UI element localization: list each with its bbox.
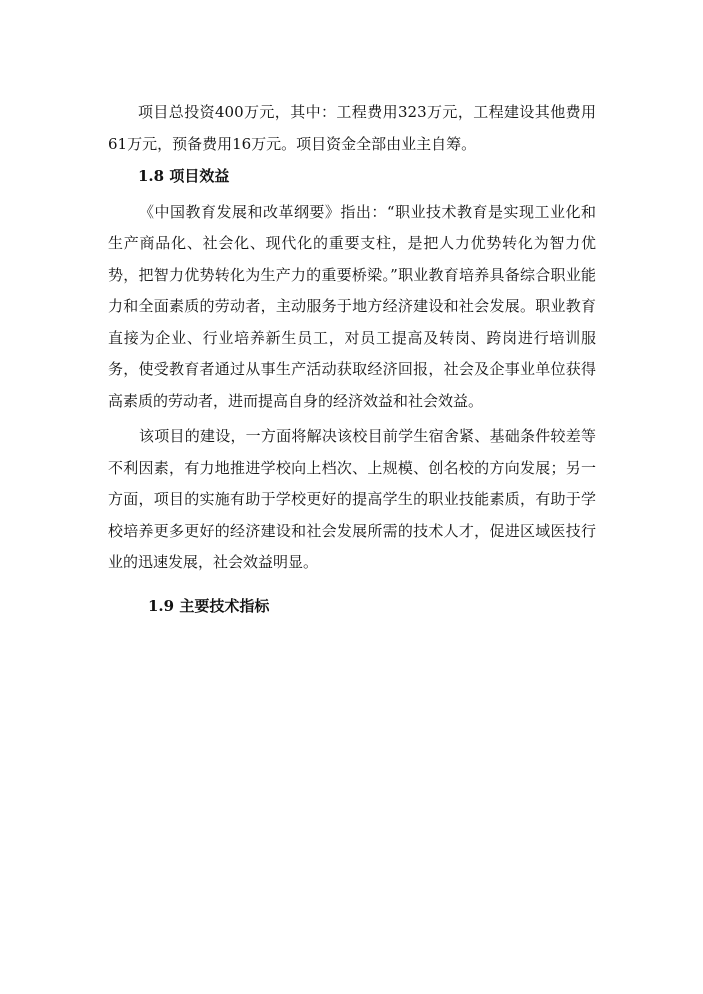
section-title: 项目效益 [169,167,230,185]
section-number: 1.9 [148,596,175,615]
paragraph-benefit-1: 《中国教育发展和改革纲要》指出：“职业技术教育是实现工业化和生产商品化、社会化、现代化的重要支柱，是把人力优势转化为智力优势，把智力优势转化为生产力的重要桥梁。”职业教育培养具备综合职业能力和全面素质的劳动者，主动服务于地方经济建设和社会发展。职业教育直接为企业、行业培养新生员工，对员工提高及转岗、跨岗进行培训服务，使受教育者通过从事生产活动获取经济回报，社会及企事业单位获得高素质的劳动者，进而提高自身的经济效益和社会效益。 [108,202,596,410]
section-heading-1-9 [108,591,596,623]
section-title: 主要技术指标 [179,596,270,615]
paragraph-benefit-2: 该项目的建设，一方面将解决该校目前学生宿舍紧、基础条件较差等不利因素，有力地推进学校向上档次、上规模、创名校的方向发展；另一方面，项目的实施有助于学校更好的提高学生的职业技能素质，有助于学校培养更多更好的经济建设和社会发展所需的技术人才，促进区域医技行业的迅速发展，社会效益明显。 [108,427,596,571]
paragraph-investment: 项目总投资400万元，其中：工程费用323万元，工程建设其他费用61万元，预备费用16万元。项目资金全部由业主自筹。 [108,103,596,153]
section-number: 1.8 [138,167,165,185]
section-heading-1-8 [108,161,596,193]
document-body [108,97,596,622]
